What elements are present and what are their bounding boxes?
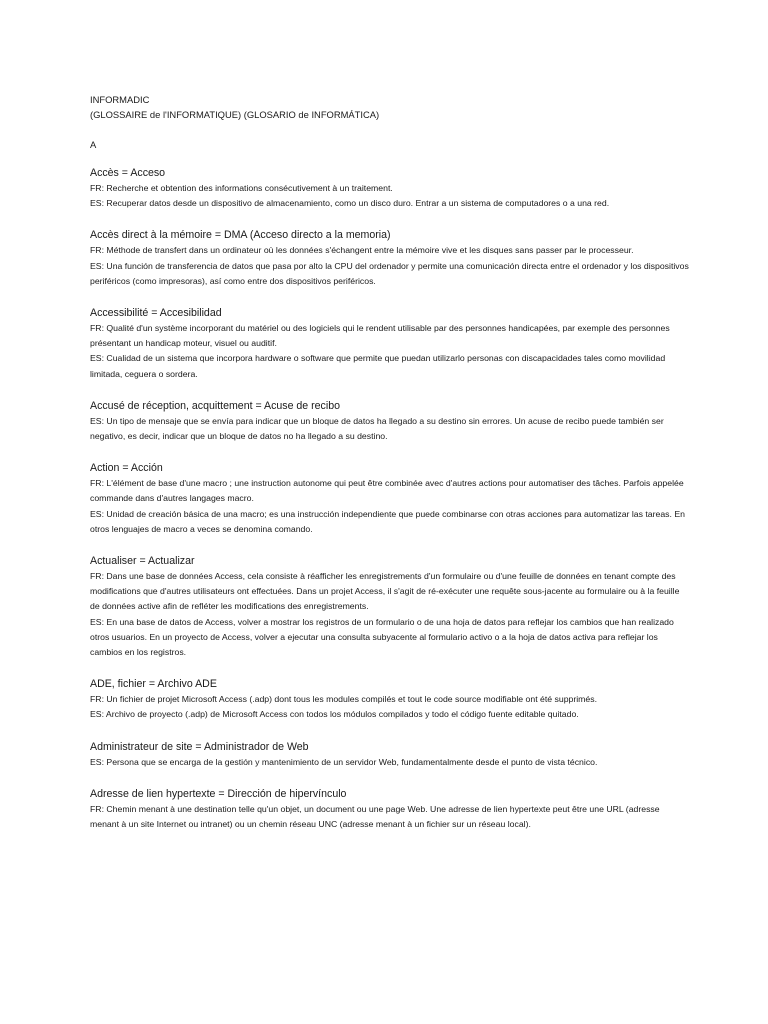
glossary-definition: ES: En una base de datos de Access, volver a mostrar los registros de un formulario o de una hoja de datos para reflejar los cambios que han realizado otros usuarios. En un proyecto de Access, volver a ejecutar una consulta subyacente al formulario activo o a la hoja de datos activa para reflejar los cambios en los registros.	[90, 616, 674, 658]
glossary-entry	[90, 740, 690, 770]
glossary-term: Action = Acción	[90, 462, 163, 475]
glossary-definition: FR: Méthode de transfert dans un ordinateur où les données s'échangent entre la mémoire vive et les disques sans passer par le processeur.	[90, 245, 634, 256]
document-title-line-1: INFORMADIC	[90, 94, 150, 105]
glossary-entry	[90, 554, 690, 660]
glossary-entry	[90, 306, 690, 382]
glossary-entry	[90, 228, 690, 289]
glossary-definition: ES: Un tipo de mensaje que se envía para indicar que un bloque de datos ha llegado a su destino sin errores. Un acuse de recibo puede también ser negativo, es decir, indicar que un bloque de datos no ha llegado a su destino.	[90, 415, 664, 442]
glossary-term: Accessibilité = Accesibilidad	[90, 307, 222, 320]
glossary-term: Adresse de lien hypertexte = Dirección de hipervínculo	[90, 787, 347, 800]
glossary-entries	[90, 166, 690, 832]
glossary-term: Accès = Acceso	[90, 167, 166, 179]
glossary-definition: ES: Archivo de proyecto (.adp) de Microsoft Access con todos los módulos compilados y todo el código fuente editable quitado.	[90, 709, 579, 720]
glossary-definition: ES: Una función de transferencia de datos que pasa por alto la CPU del ordenador y permite una comunicación directa entre el ordenador y los dispositivos periféricos (como impresoras), así como entre dos dispositivos periféricos.	[90, 260, 689, 286]
glossary-definition: FR: Recherche et obtention des informations consécutivement à un traitement.	[90, 183, 393, 193]
glossary-definition: FR: Un fichier de projet Microsoft Access (.adp) dont tous les modules compilés et tout le code source modifiable ont été supprimés.	[90, 694, 598, 705]
glossary-term: Administrateur de site = Administrador de Web	[90, 740, 309, 753]
glossary-entry	[90, 166, 690, 211]
glossary-entry	[90, 461, 690, 537]
document-page	[90, 92, 690, 849]
document-title-line-2: (GLOSSAIRE de l'INFORMATIQUE) (GLOSARIO de INFORMÁTICA)	[90, 109, 380, 120]
glossary-entry	[90, 399, 690, 444]
glossary-definition: FR: L'élément de base d'une macro ; une instruction autonome qui peut être combinée avec d'autres actions pour automatiser des tâches. Parfois appelée commande dans d'autres langages macro.	[90, 478, 684, 504]
glossary-definition: FR: Qualité d'un système incorporant du matériel ou des logiciels qui le rendent utilisable par des personnes handicapées, par exemple des personnes présentant un handicap moteur, visuel ou auditif.	[90, 323, 670, 349]
glossary-entry	[90, 787, 690, 832]
glossary-definition: ES: Recuperar datos desde un dispositivo de almacenamiento, como un disco duro. Entrar a un sistema de computadores o a una red.	[90, 198, 610, 209]
document-title	[90, 92, 690, 122]
glossary-term: Accès direct à la mémoire = DMA (Acceso directo a la memoria)	[90, 229, 391, 242]
glossary-definition: ES: Cualidad de un sistema que incorpora hardware o software que permite que puedan utilizarlo personas con discapacidades tales como movilidad limitada, ceguera o sordera.	[90, 353, 666, 379]
glossary-term: Accusé de réception, acquittement = Acuse de recibo	[90, 399, 340, 412]
glossary-definition: FR: Chemin menant à une destination telle qu'un objet, un document ou une page Web. Une adresse de lien hypertexte peut être une URL (adresse menant à un site Internet ou intranet) ou un chemin réseau UNC (adresse menant à un fichier sur un réseau local).	[90, 803, 660, 830]
glossary-definition: ES: Unidad de creación básica de una macro; es una instrucción independiente que puede combinarse con otras acciones para automatizar las tareas. En otros lenguajes de macro a veces se denomina comando.	[90, 508, 685, 534]
glossary-entry	[90, 677, 690, 722]
glossary-term: ADE, fichier = Archivo ADE	[90, 678, 217, 691]
glossary-term: Actualiser = Actualizar	[90, 555, 195, 568]
glossary-definition: ES: Persona que se encarga de la gestión y mantenimiento de un servidor Web, fundamentalmente desde el punto de vista técnico.	[90, 756, 598, 767]
section-letter: A	[90, 139, 97, 150]
glossary-definition: FR: Dans une base de données Access, cela consiste à réafficher les enregistrements d'un formulaire ou d'une feuille de données en tenant compte des modifications que d'autres utilisateurs ont effectuées. Dans un projet Access, il s'agit de ré-exécuter une requête sous-jacente au formulaire ou à la feuille de données active afin de refléter les modifications des enregistrements.	[90, 571, 680, 612]
